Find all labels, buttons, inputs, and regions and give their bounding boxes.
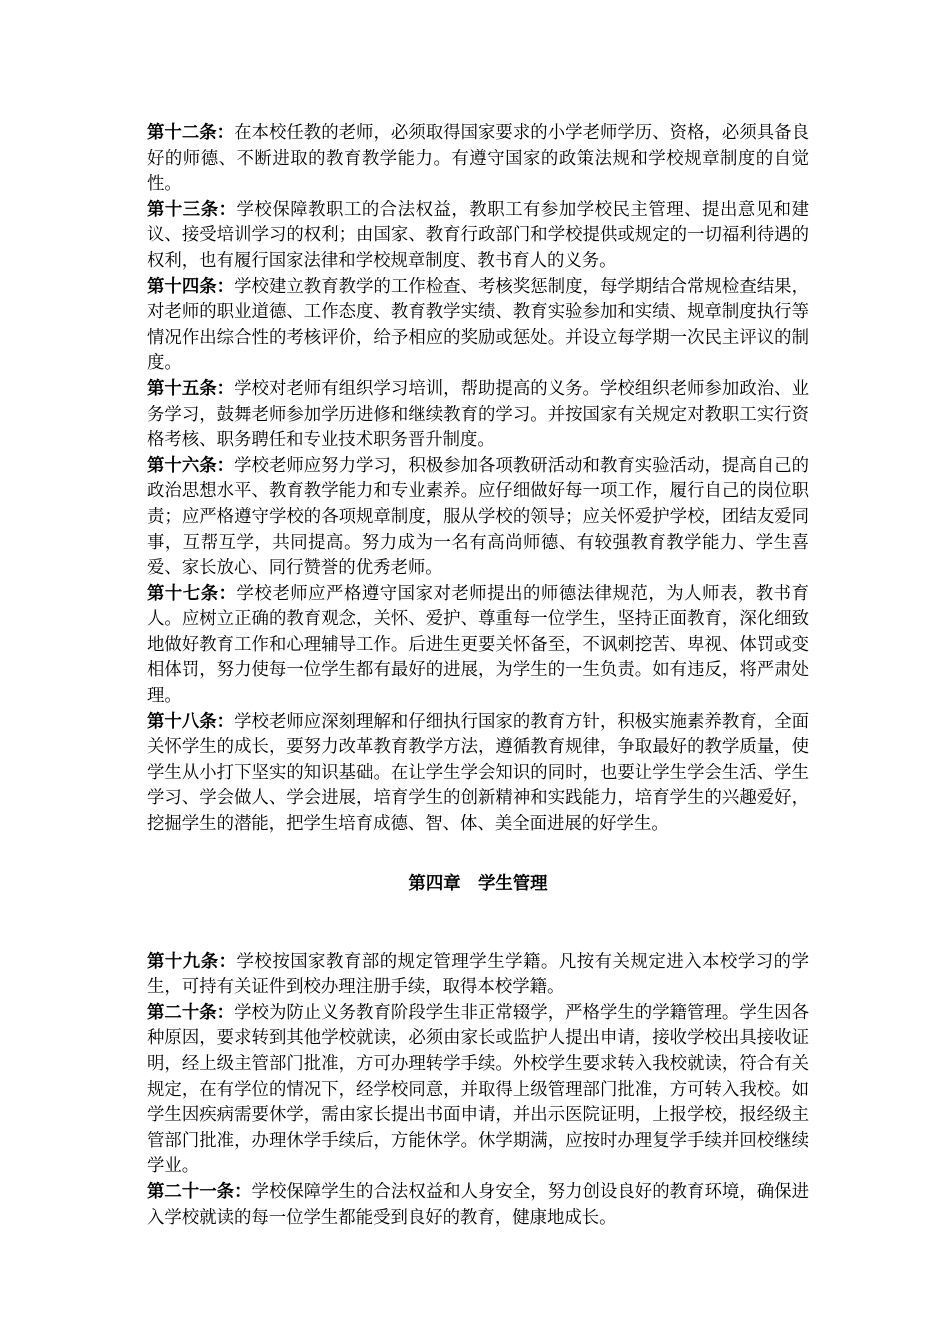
article-text: 学校建立教育教学的工作检查、考核奖惩制度，每学期结合常规检查结果，对老师的职业道德、工作态度、教育教学实绩、教育实验参加和实绩、规章制度执行等情况作出综合性的考核评价，给予相应的奖励或惩处。并设立每学期一次民主评议的制度。	[147, 276, 809, 374]
article-text: 在本校任教的老师，必须取得国家要求的小学老师学历、资格，必须具备良好的师德、不断进取的教育教学能力。有遵守国家的政策法规和学校规章制度的自觉性。	[147, 123, 809, 195]
article-label: 第十四条：	[147, 276, 235, 297]
article-20	[147, 1001, 809, 1180]
article-text: 学校保障教职工的合法权益，教职工有参加学校民主管理、提出意见和建议、接受培训学习的权利；由国家、教育行政部门和学校提供或规定的一切福利待遇的权利，也有履行国家法律和学校规章制度、教书育人的义务。	[147, 199, 809, 271]
article-label: 第十七条：	[147, 583, 237, 604]
article-text: 学校老师应深刻理解和仔细执行国家的教育方针，积极实施素养教育，全面关怀学生的成长，要努力改革教育教学方法，遵循教育规律，争取最好的教学质量，使学生从小打下坚实的知识基础。在让学生学会知识的同时，也要让学生学会生活、学生学习、学会做人、学会进展，培育学生的创新精神和实践能力，培育学生的兴趣爱好，挖掘学生的潜能，把学生培育成德、智、体、美全面进展的好学生。	[147, 711, 809, 835]
article-text: 学校老师应严格遵守国家对老师提出的师德法律规范，为人师表，教书育人。应树立正确的教育观念，关怀、爱护、尊重每一位学生，坚持正面教育，深化细致地做好教育工作和心理辅导工作。后进生更要关怀备至，不讽刺挖苦、卑视、体罚或变相体罚，努力使每一位学生都有最好的进展，为学生的一生负责。如有违反，将严肃处理。	[147, 583, 809, 707]
article-21	[147, 1180, 809, 1231]
article-14	[147, 275, 809, 377]
article-text: 学校保障学生的合法权益和人身安全，努力创设良好的教育环境，确保进入学校就读的每一位学生都能受到良好的教育，健康地成长。	[147, 1181, 809, 1228]
article-label: 第十九条：	[147, 951, 237, 972]
article-label: 第十五条：	[147, 378, 235, 399]
article-18	[147, 710, 809, 838]
article-text: 学校按国家教育部的规定管理学生学籍。凡按有关规定进入本校学习的学生，可持有关证件到校办理注册手续，取得本校学籍。	[147, 951, 809, 998]
article-16	[147, 454, 809, 582]
article-label: 第十二条：	[147, 123, 235, 143]
article-label: 第二十条：	[147, 1002, 235, 1023]
article-label: 第十三条：	[147, 199, 237, 220]
article-17	[147, 582, 809, 710]
article-label: 第十六条：	[147, 455, 235, 476]
chapter-heading: 第四章 学生管理	[408, 873, 548, 894]
article-text: 学校为防止义务教育阶段学生非正常辍学，严格学生的学籍管理。学生因各种原因，要求转到其他学校就读，必须由家长或监护人提出申请，接收学校出具接收证明，经上级主管部门批准，方可办理转学手续。外校学生要求转入我校就读，符合有关规定，在有学位的情况下，经学校同意，并取得上级管理部门批准，方可转入我校。如学生因疾病需要休学，需由家长提出书面申请，并出示医院证明，上报学校，报经级主管部门批准，办理休学手续后，方能休学。休学期满，应按时办理复学手续并回校继续学业。	[147, 1002, 809, 1177]
article-19	[147, 950, 809, 1001]
document-page	[147, 121, 809, 1231]
article-15	[147, 377, 809, 454]
article-12	[147, 121, 809, 198]
article-label: 第二十一条：	[147, 1181, 252, 1202]
article-text: 学校对老师有组织学习培训，帮助提高的义务。学校组织老师参加政治、业务学习，鼓舞老师参加学历进修和继续教育的学习。并按国家有关规定对教职工实行资格考核、职务聘任和专业技术职务晋升制度。	[147, 378, 809, 451]
article-13	[147, 198, 809, 275]
article-text: 学校老师应努力学习，积极参加各项教研活动和教育实验活动，提高自己的政治思想水平、教育教学能力和专业素养。应仔细做好每一项工作，履行自己的岗位职责；应严格遵守学校的各项规章制度，服从学校的领导；应关怀爱护学校，团结友爱同事，互帮互学，共同提高。努力成为一名有高尚师德、有较强教育教学能力、学生喜爱、家长放心、同行赞誉的优秀老师。	[147, 455, 809, 579]
article-label: 第十八条：	[147, 711, 235, 732]
